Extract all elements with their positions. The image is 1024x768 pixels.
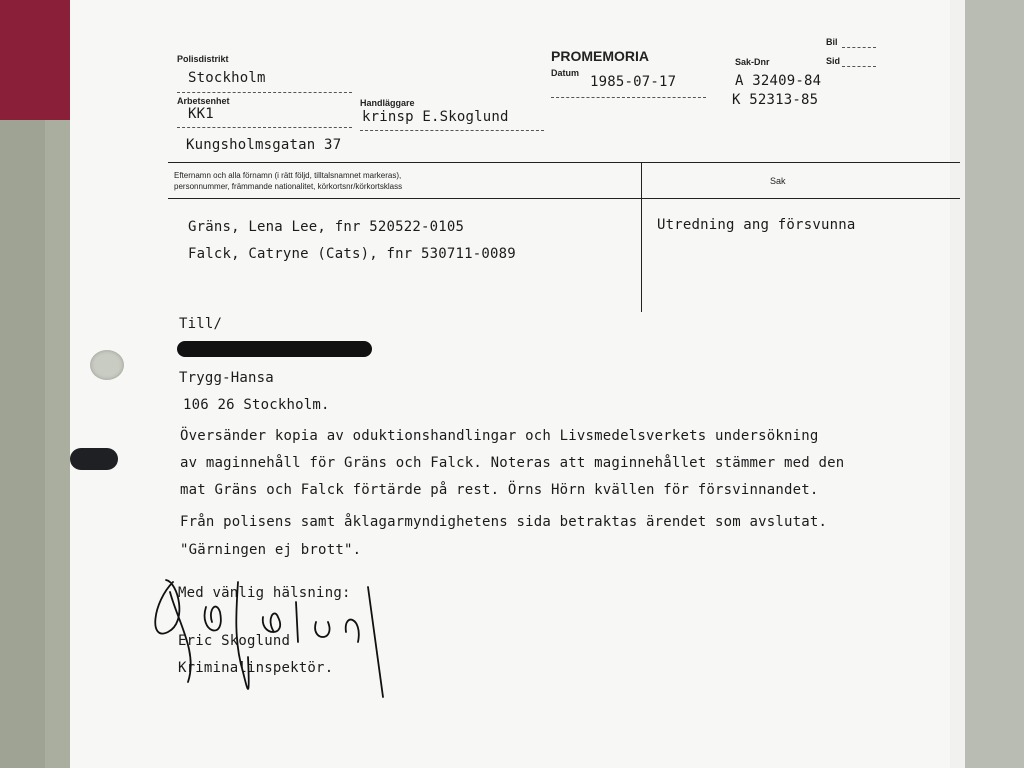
person-row: Falck, Catryne (Cats), fnr 530711-0089 (188, 246, 516, 262)
closing-greeting: Med vänlig hälsning: (178, 585, 351, 601)
sak-value: Utredning ang försvunna (657, 217, 856, 233)
closing-name: Eric Skoglund (178, 633, 291, 649)
sak-dnr-line1: A 32409-84 (735, 73, 822, 89)
binder-band (0, 120, 45, 768)
body-line: Översänder kopia av oduktionshandlingar och Livsmedelsverkets undersökning (180, 428, 819, 444)
divider (177, 127, 352, 128)
body-line: av maginnehåll för Gräns och Falck. Noteras att maginnehållet stämmer med den (180, 455, 845, 471)
datum-value: 1985-07-17 (590, 74, 677, 90)
body-line: mat Gräns och Falck förtärde på rest. Örns Hörn kvällen för försvinnandet. (180, 482, 819, 498)
body-line: "Gärningen ej brott". (180, 542, 362, 558)
recipient-till: Till/ (179, 316, 223, 332)
handlaggare-value: krinsp E.Skoglund (362, 109, 509, 125)
document-title: PROMEMORIA (551, 48, 649, 64)
binder-ring (70, 448, 118, 470)
punch-hole (90, 350, 124, 380)
table-top-rule (168, 162, 960, 163)
handwritten-signature (148, 562, 448, 702)
divider (360, 130, 544, 131)
handlaggare-label: Handläggare (360, 98, 415, 108)
closing-title: Kriminalinspektör. (178, 660, 334, 676)
divider (551, 97, 706, 98)
polisdistrikt-label: Polisdistrikt (177, 54, 229, 64)
person-header-line1: Efternamn och alla förnamn (i rätt följd, tilltalsnamnet markeras), (174, 171, 402, 180)
sak-header: Sak (770, 176, 786, 186)
sak-dnr-label: Sak-Dnr (735, 57, 770, 67)
table-header-rule (168, 198, 960, 199)
sid-label: Sid (826, 56, 841, 66)
divider (842, 66, 876, 67)
polisdistrikt-value: Stockholm (188, 70, 266, 86)
divider (177, 92, 352, 93)
recipient-org: Trygg-Hansa (179, 370, 274, 386)
divider (842, 47, 876, 48)
arbetsenhet-value: KK1 (188, 106, 214, 122)
sak-dnr-line2: K 52313-85 (732, 92, 819, 108)
person-row: Gräns, Lena Lee, fnr 520522-0105 (188, 219, 465, 235)
redaction-bar (177, 341, 372, 357)
binder-spine (0, 0, 70, 120)
recipient-address: 106 26 Stockholm. (183, 397, 330, 413)
arbetsenhet-label: Arbetsenhet (177, 96, 230, 106)
body-line: Från polisens samt åklagarmyndighetens sida betraktas ärendet som avslutat. (180, 514, 828, 530)
datum-label: Datum (551, 68, 580, 78)
address-value: Kungsholmsgatan 37 (186, 137, 342, 153)
person-header-line2: personnummer, främmande nationalitet, körkortsnr/körkortsklass (174, 182, 403, 191)
table-column-divider (641, 162, 642, 312)
bil-label: Bil (826, 37, 838, 47)
document-page (70, 0, 950, 768)
